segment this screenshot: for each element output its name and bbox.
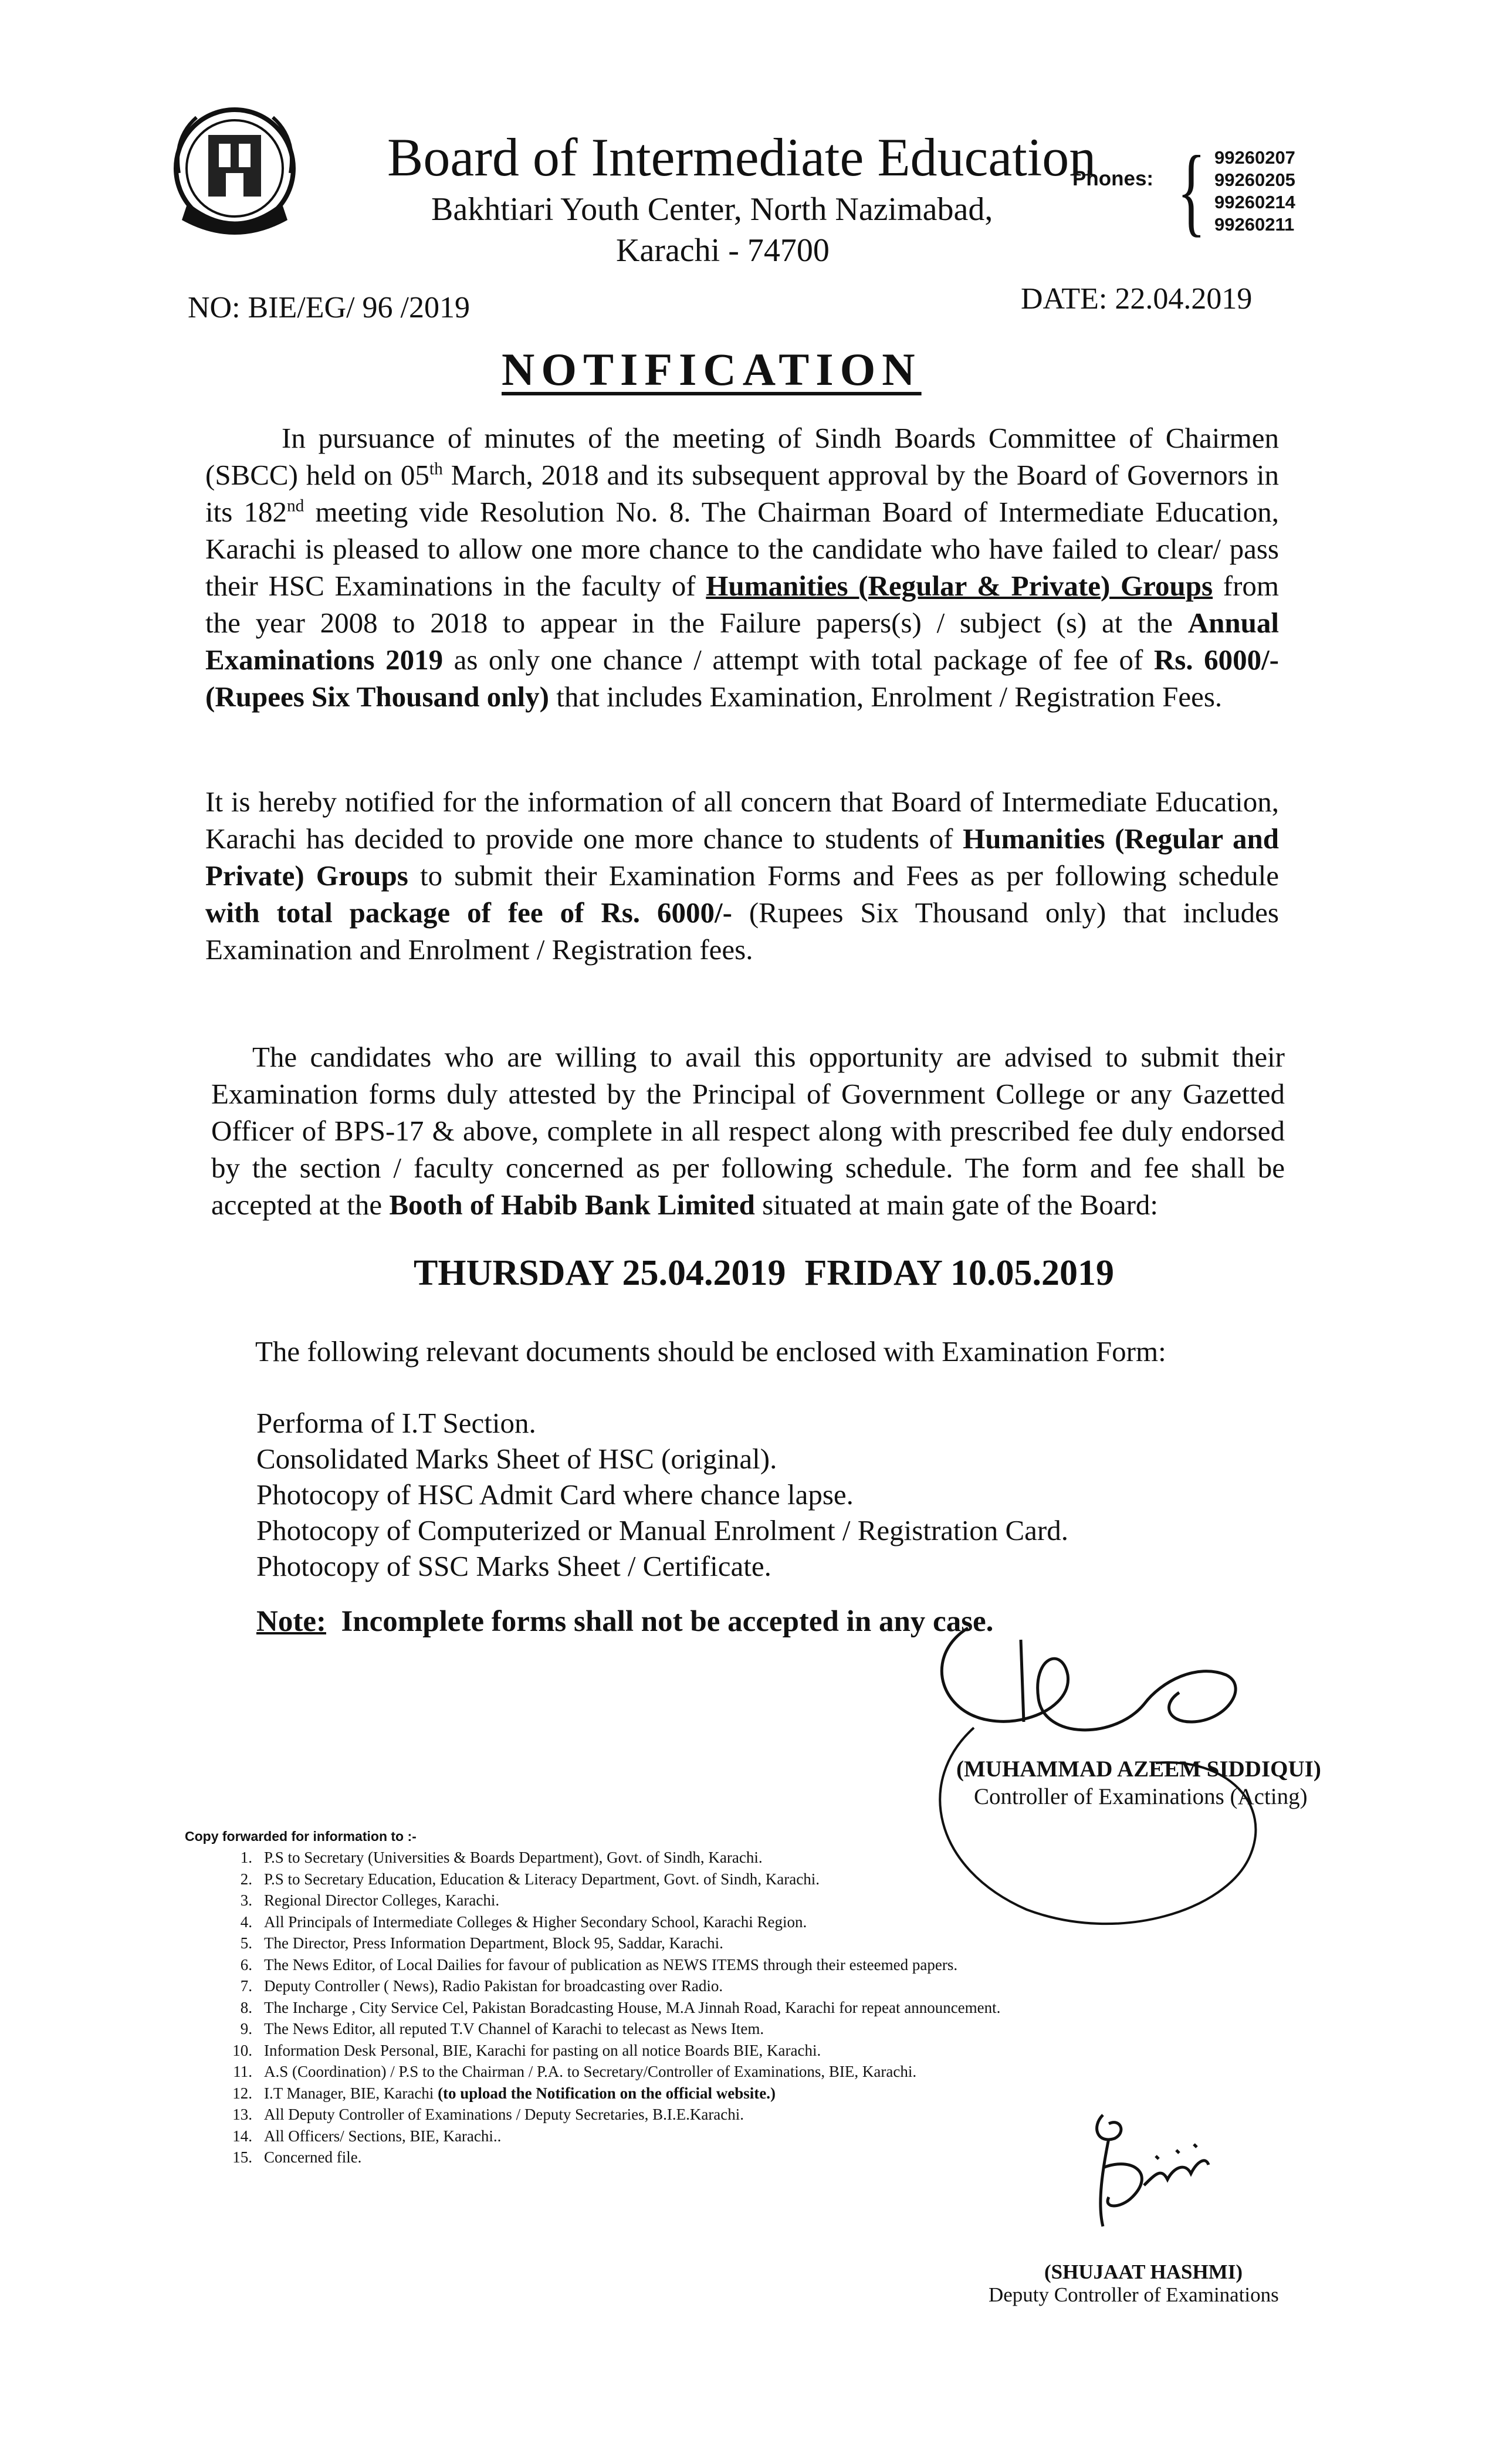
copy-item: 4. All Principals of Intermediate Colleges & Higher Secondary School, Karachi Region. — [240, 1913, 807, 1931]
phone-number: 99260211 — [1214, 214, 1295, 235]
copy-forwarded-list — [232, 1847, 1001, 2168]
note-text: Incomplete forms shall not be accepted in any case. — [341, 1605, 994, 1638]
signatory-1-title: Controller of Examinations (Acting) — [974, 1784, 1308, 1809]
copy-item: 12. I.T Manager, BIE, Karachi (to upload the Notification on the official website.) — [232, 2084, 776, 2102]
phone-numbers — [1214, 147, 1295, 236]
paragraph-3: The candidates who are willing to avail this opportunity are advised to submit their Examination forms duly attested by the Principal of Government College or any Gazetted Officer of BPS-17 & above, complete in all respect along with prescribed fee duly endorsed by the section / faculty concerned as per following schedule. The form and fee shall be accepted at the Booth of Habib Bank Limited situated at main gate of the Board: — [211, 1041, 1285, 1221]
document-item: Photocopy of HSC Admit Card where chance lapse. — [256, 1478, 854, 1511]
signatory-2-name: (SHUJAAT HASHMI) — [1044, 2260, 1243, 2283]
notification-title: NOTIFICATION — [502, 344, 922, 395]
deputy-controller-signature — [1068, 2103, 1214, 2238]
copy-item: 9. The News Editor, all reputed T.V Channel of Karachi to telecast as News Item. — [240, 2020, 764, 2037]
document-item: Photocopy of Computerized or Manual Enrolment / Registration Card. — [256, 1514, 1068, 1546]
phone-number: 99260207 — [1214, 147, 1295, 168]
phones-label: Phones: — [1072, 167, 1154, 190]
copy-item: 1. P.S to Secretary (Universities & Boards Department), Govt. of Sindh, Karachi. — [240, 1849, 763, 1866]
note — [256, 1605, 993, 1639]
copy-item: 15. Concerned file. — [232, 2148, 362, 2166]
copy-item: 14. All Officers/ Sections, BIE, Karachi.. — [232, 2127, 502, 2145]
notice-date: DATE: 22.04.2019 — [1021, 282, 1253, 316]
document-item: Photocopy of SSC Marks Sheet / Certificate. — [256, 1550, 771, 1582]
submission-schedule — [414, 1253, 1114, 1294]
copy-item: 3. Regional Director Colleges, Karachi. — [240, 1891, 500, 1909]
signatory-1-name: (MUHAMMAD AZEEM SIDDIQUI) — [956, 1756, 1321, 1782]
document-item: Consolidated Marks Sheet of HSC (original). — [256, 1443, 777, 1475]
board-emblem-icon — [167, 103, 302, 241]
copy-item: 6. The News Editor, of Local Dailies for favour of publication as NEWS ITEMS through their esteemed papers. — [240, 1955, 958, 1974]
paragraph-1: In pursuance of minutes of the meeting of Sindh Boards Committee of Chairmen (SBCC) held on 05th March, 2018 and its subsequent approval by the Board of Governors in its 182nd meeting vide Resolution No. 8. The Chairman Board of Intermediate Education, Karachi is pleased to allow one more chance to the candidate who have failed to clear/ pass their HSC Examinations in the faculty of Humanities (Regular & Private) Groups from the year 2008 to 2018 to appear in the Failure papers(s) / subject (s) at the Annual Examinations 2019 as only one chance / attempt with total package of fee of Rs. 6000/- (Rupees Six Thousand only) that includes Examination, Enrolment / Registration Fees. — [205, 422, 1280, 713]
phone-number: 99260205 — [1214, 170, 1295, 190]
document-item: Performa of I.T Section. — [256, 1407, 536, 1439]
curly-brace-icon: { — [1177, 136, 1206, 246]
copy-item: 5. The Director, Press Information Department, Block 95, Saddar, Karachi. — [240, 1934, 723, 1952]
schedule-end: FRIDAY 10.05.2019 — [804, 1253, 1115, 1293]
copy-forwarded-heading: Copy forwarded for information to :- — [185, 1829, 417, 1844]
phone-number: 99260214 — [1214, 192, 1295, 212]
copy-item: 8. The Incharge , City Service Cel, Pakistan Boradcasting House, M.A Jinnah Road, Karachi for repeat announcement. — [240, 1998, 1001, 2016]
copy-item: 7. Deputy Controller ( News), Radio Pakistan for broadcasting over Radio. — [240, 1977, 723, 1995]
copy-item: 10. Information Desk Personal, BIE, Karachi for pasting on all notice Boards BIE, Karachi. — [232, 2041, 821, 2059]
paragraph-2: It is hereby notified for the information of all concern that Board of Intermediate Education, Karachi has decided to provide one more chance to students of Humanities (Regular and Private) Groups to submit their Examination Forms and Fees as per following schedule with total package of fee of Rs. 6000/- (Rupees Six Thousand only) that includes Examination and Enrolment / Registration fees. — [205, 786, 1279, 966]
copy-item: 2. P.S to Secretary Education, Education & Literacy Department, Govt. of Sindh, Karachi. — [240, 1870, 820, 1888]
copy-item: 11. A.S (Coordination) / P.S to the Chairman / P.A. to Secretary/Controller of Examinations, BIE, Karachi. — [233, 2063, 917, 2080]
documents-intro: The following relevant documents should be enclosed with Examination Form: — [255, 1335, 1166, 1368]
documents-list — [256, 1405, 1068, 1584]
board-address: Bakhtiari Youth Center, North Nazimabad, — [431, 191, 993, 228]
note-label: Note: — [256, 1605, 326, 1638]
copy-item: 13. All Deputy Controller of Examinations / Deputy Secretaries, B.I.E.Karachi. — [232, 2106, 744, 2123]
board-title: Board of Intermediate Education — [387, 127, 1096, 187]
schedule-start: THURSDAY 25.04.2019 — [414, 1253, 786, 1293]
board-city: Karachi - 74700 — [616, 232, 830, 269]
reference-number: NO: BIE/EG/ 96 /2019 — [188, 291, 470, 324]
signatory-2-title: Deputy Controller of Examinations — [989, 2283, 1279, 2306]
